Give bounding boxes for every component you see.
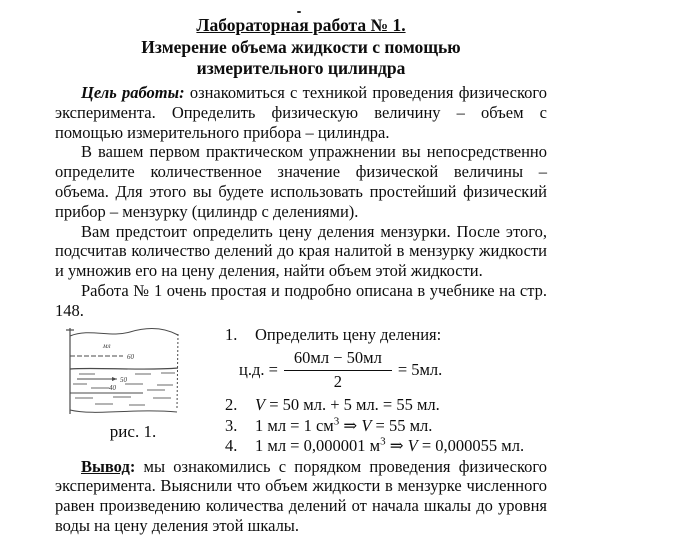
step-item-2: [225, 395, 547, 416]
step-1-number: 1.: [225, 324, 238, 344]
steps-list: [225, 324, 547, 457]
conclusion-text: мы ознакомились с порядком проведения физического эксперимента. Выяснили что объем жидкости в мензурке численного равен произведению количества делений от начала шкалы до уровня воды на цену деления этой шкалы.: [55, 456, 547, 535]
formula-rhs: = 5мл.: [397, 360, 443, 380]
step-4-number: 4.: [225, 436, 238, 456]
step-2-number: 2.: [225, 395, 238, 415]
goal-lead: Цель работы:: [81, 83, 185, 102]
lab-work-title-text: Лабораторная работа № 1.: [196, 15, 406, 35]
fraction-denominator: 2: [333, 372, 342, 392]
conclusion-paragraph: [55, 457, 547, 536]
step-3-text: 1 мл = 1 $см^3$ ⇒ V = 55 мл.: [255, 415, 433, 435]
paragraph-goal: [55, 83, 547, 142]
step-1-text: Определить цену деления:: [255, 324, 442, 344]
measuring-cylinder-figure: [65, 324, 193, 420]
document-content: [55, 13, 547, 536]
conclusion-lead: Вывод: [81, 456, 130, 476]
step-item-1: [225, 325, 547, 346]
step-item-3: [225, 416, 547, 437]
figure-mark-60: 60: [127, 352, 134, 361]
step-4-text: 1 мл = 0,000001 $м^3$ ⇒ V = 0,000055 мл.: [255, 435, 525, 456]
paragraph-3: Вам предстоит определить цену деления мензурки. После этого, подсчитав количество делений до края налитой в мензурку жидкости и умножив его на цену деления, найти объем этой жидкости.: [55, 221, 547, 281]
division-value-formula: [239, 348, 547, 392]
conclusion-colon: :: [129, 456, 136, 476]
step-2-text: V = 50 мл. + 5 мл. = 55 мл.: [255, 395, 440, 415]
paragraph-4: Работа № 1 очень простая и подробно описана в учебнике на стр. 148.: [55, 280, 547, 320]
subtitle-line-1: Измерение объема жидкости с помощью: [141, 37, 461, 57]
step-item-4: [225, 436, 547, 457]
figure-unit-label: мл: [103, 341, 111, 350]
subtitle-line-2: измерительного цилиндра: [196, 58, 406, 78]
formula-fraction: [284, 348, 392, 392]
goal-text: ознакомиться с техникой проведения физического эксперимента. Определить физическую величину – объем с помощью измерительного прибора – цилиндра.: [55, 83, 547, 142]
fraction-numerator: 60мл − 50мл: [284, 348, 392, 371]
figure-mark-40: 40: [109, 383, 116, 392]
figure-caption: рис. 1.: [109, 421, 157, 441]
paragraph-2: В вашем первом практическом упражнении вы непосредственно определите количественное значение физической величины – объема. Для этого вы будете использовать простейший физический прибор – мензурку (цилиндр с делениями).: [55, 142, 547, 221]
formula-lhs: ц.д. =: [239, 360, 278, 380]
figure-and-steps-row: [55, 324, 547, 457]
figure-block: [55, 324, 225, 457]
figure-mark-50: 50: [120, 375, 127, 384]
step-3-number: 3.: [225, 415, 238, 435]
lab-work-title: [55, 13, 547, 37]
